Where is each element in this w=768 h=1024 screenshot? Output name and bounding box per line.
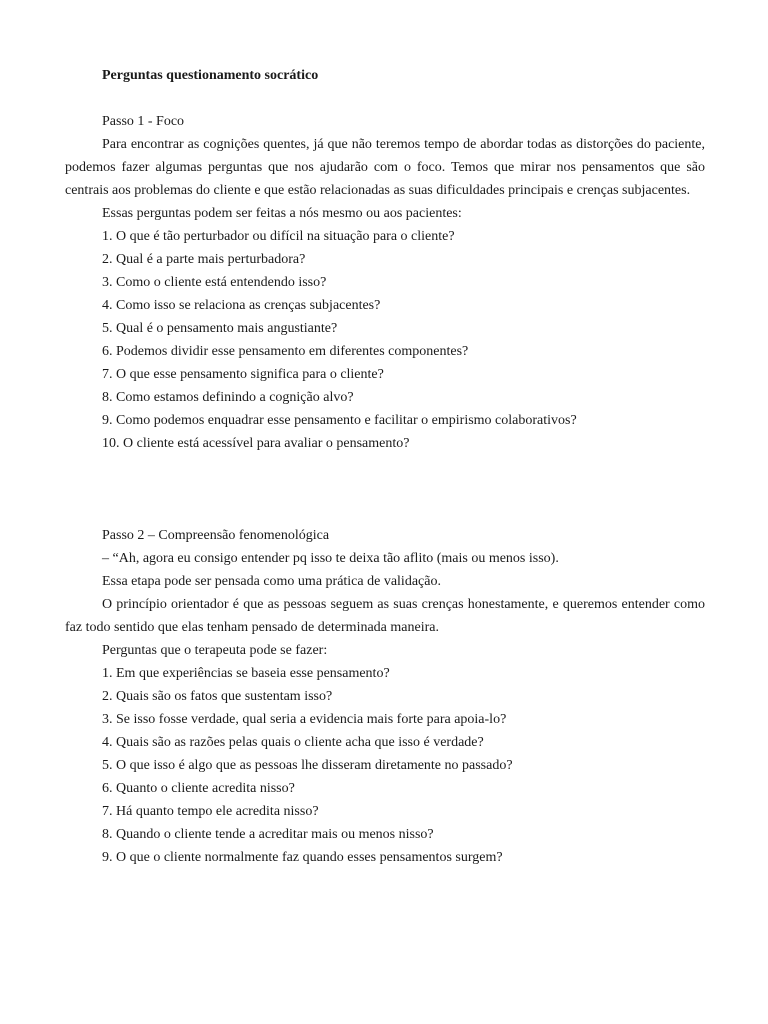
question-item: 4. Quais são as razões pelas quais o cliente acha que isso é verdade? [102, 735, 484, 750]
step2-validation: Essa etapa pode ser pensada como uma prática de validação. [102, 574, 441, 589]
question-item: 6. Quanto o cliente acredita nisso? [102, 781, 295, 796]
spacer [65, 87, 705, 110]
step1-paragraph: Para encontrar as cognições quentes, já que não teremos tempo de abordar todas as distorções do paciente, podemos fazer algumas perguntas que nos ajudarão com o foco. Temos que mirar nos pensamentos que são centrais aos problemas do cliente e que estão relacionadas as suas dificuldades principais e crenças subjacentes. [65, 137, 705, 198]
step2-section [65, 524, 705, 869]
question-item: 1. Em que experiências se baseia esse pensamento? [102, 666, 390, 681]
step2-paragraph: O princípio orientador é que as pessoas seguem as suas crenças honestamente, e queremos entender como faz todo sentido que elas tenham pensado de determinada maneira. [65, 597, 705, 635]
question-item: 8. Quando o cliente tende a acreditar mais ou menos nisso? [102, 827, 434, 842]
question-item: 2. Quais são os fatos que sustentam isso? [102, 689, 333, 704]
question-item: 6. Podemos dividir esse pensamento em diferentes componentes? [102, 344, 469, 359]
question-item: 5. Qual é o pensamento mais angustiante? [102, 321, 338, 336]
question-item: 5. O que isso é algo que as pessoas lhe disseram diretamente no passado? [102, 758, 513, 773]
document-title: Perguntas questionamento socrático [102, 68, 319, 83]
question-item: 9. O que o cliente normalmente faz quando esses pensamentos surgem? [102, 850, 503, 865]
question-item: 2. Qual é a parte mais perturbadora? [102, 252, 306, 267]
question-item: 7. O que esse pensamento significa para o cliente? [102, 367, 384, 382]
step1-heading: Passo 1 - Foco [102, 114, 185, 129]
document-page [65, 64, 705, 869]
step2-quote: – “Ah, agora eu consigo entender pq isso te deixa tão aflito (mais ou menos isso). [102, 551, 559, 566]
step1-intro: Essas perguntas podem ser feitas a nós mesmo ou aos pacientes: [102, 206, 462, 221]
question-item: 7. Há quanto tempo ele acredita nisso? [102, 804, 319, 819]
step2-question-list [65, 662, 705, 869]
question-item: 3. Como o cliente está entendendo isso? [102, 275, 327, 290]
spacer [65, 455, 705, 524]
question-item: 1. O que é tão perturbador ou difícil na situação para o cliente? [102, 229, 455, 244]
question-item: 4. Como isso se relaciona as crenças subjacentes? [102, 298, 381, 313]
step2-intro: Perguntas que o terapeuta pode se fazer: [102, 643, 328, 658]
question-item: 10. O cliente está acessível para avaliar o pensamento? [102, 436, 410, 451]
step1-question-list [65, 225, 705, 455]
step2-heading: Passo 2 – Compreensão fenomenológica [102, 528, 330, 543]
question-item: 3. Se isso fosse verdade, qual seria a evidencia mais forte para apoia-lo? [102, 712, 507, 727]
step1-section [65, 110, 705, 455]
question-item: 9. Como podemos enquadrar esse pensamento e facilitar o empirismo colaborativos? [102, 413, 577, 428]
question-item: 8. Como estamos definindo a cognição alvo? [102, 390, 354, 405]
